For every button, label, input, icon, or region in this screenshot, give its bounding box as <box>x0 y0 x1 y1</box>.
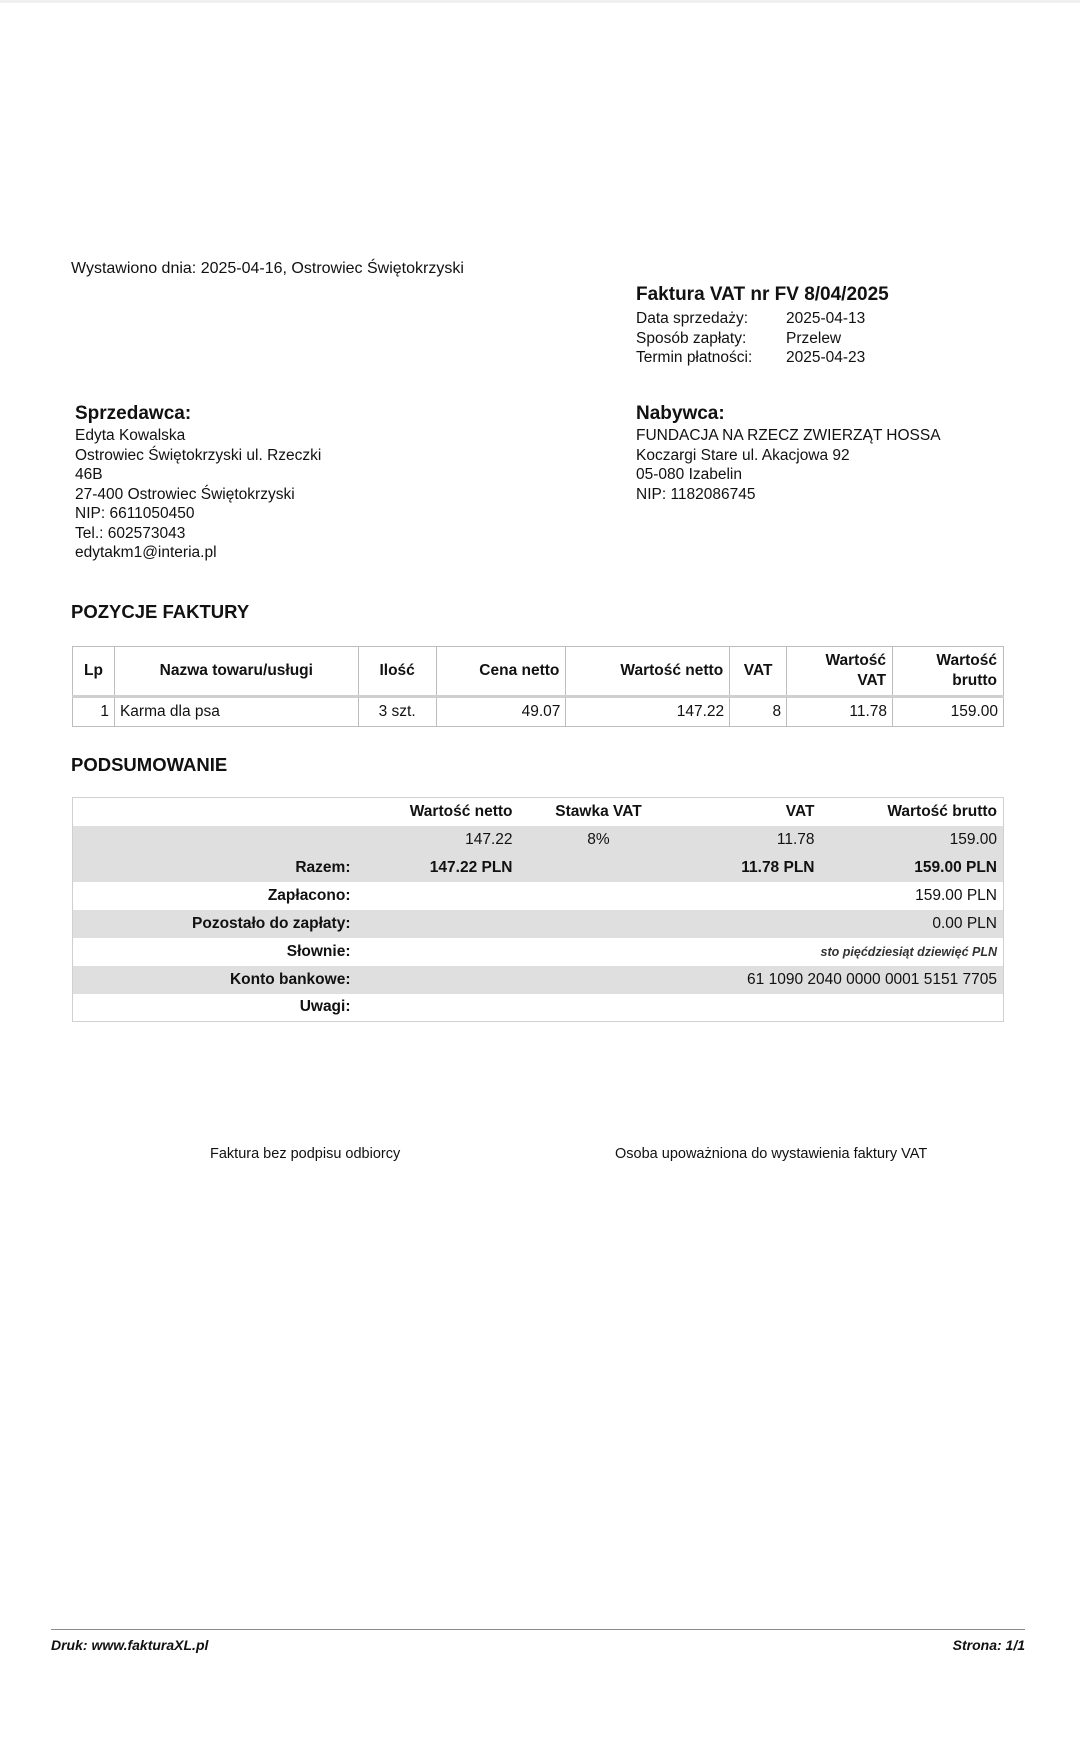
seller-email: edytakm1@interia.pl <box>75 544 217 561</box>
cell-qty: 3 szt. <box>358 697 436 727</box>
seller-address-number: 46B <box>75 466 103 483</box>
cell-gross-value: 159.00 <box>893 697 1004 727</box>
buyer-heading: Nabywca: <box>636 403 725 424</box>
seller-phone: Tel.: 602573043 <box>75 524 186 542</box>
summary-bank-value: 61 1090 2040 0000 0001 5151 7705 <box>363 966 1004 994</box>
summary-words-row <box>73 938 1004 966</box>
header-name: Nazwa towaru/usługi <box>114 647 358 697</box>
header-text: Wartość <box>825 652 887 669</box>
header-text: Wartość <box>936 652 997 669</box>
header-net-price: Cena netto <box>436 647 566 697</box>
meta-value: 2025-04-23 <box>786 349 866 366</box>
summary-header-vat: VAT <box>785 802 815 820</box>
summary-section-title: PODSUMOWANIE <box>71 754 228 775</box>
header-lp: Lp <box>73 647 115 697</box>
invoice-header <box>636 284 889 368</box>
summary-paid-row <box>73 882 1004 910</box>
summary-rate-vat: 11.78 <box>679 826 821 854</box>
summary-rate-row <box>73 826 1004 854</box>
summary-bank-label: Konto bankowe: <box>73 966 363 994</box>
cell-name: Karma dla psa <box>114 697 358 727</box>
summary-notes-row <box>73 994 1004 1022</box>
summary-rate-rate: 8% <box>519 826 679 854</box>
summary-words-label: Słownie: <box>286 942 351 960</box>
meta-value: Przelew <box>786 329 842 347</box>
seller-heading: Sprzedawca: <box>75 403 192 424</box>
header-vat: VAT <box>730 647 787 697</box>
signature-recipient: Faktura bez podpisu odbiorcy <box>210 1146 401 1162</box>
summary-header-blank <box>73 798 363 826</box>
seller-block <box>75 402 365 563</box>
seller-postal-city: 27-400 Ostrowiec Świętokrzyski <box>75 485 295 503</box>
summary-remaining-value: 0.00 PLN <box>363 910 1004 938</box>
summary-total-netto: 147.22 PLN <box>363 854 519 882</box>
items-table <box>72 646 1004 727</box>
summary-paid-label: Zapłacono: <box>267 886 351 904</box>
meta-label: Sposób zapłaty: <box>636 329 747 347</box>
summary-words-value: sto pięćdziesiąt dziewięć PLN <box>820 944 997 959</box>
summary-rate-label <box>73 826 363 854</box>
cell-net-price: 49.07 <box>436 697 566 727</box>
summary-total-rate <box>519 854 679 882</box>
header-gross-value <box>893 647 1004 697</box>
summary-header-rate: Stawka VAT <box>555 802 642 820</box>
meta-sale-date <box>636 309 889 329</box>
meta-payment-due <box>636 348 889 368</box>
table-row <box>73 697 1004 727</box>
summary-remaining-row <box>73 910 1004 938</box>
summary-notes-value <box>363 994 1004 1022</box>
seller-name: Edyta Kowalska <box>75 427 186 444</box>
summary-header-row <box>73 798 1004 826</box>
meta-value: 2025-04-13 <box>786 310 866 327</box>
summary-total-row <box>73 854 1004 882</box>
buyer-postal-city: 05-080 Izabelin <box>636 466 742 483</box>
summary-total-brutto: 159.00 PLN <box>821 854 1004 882</box>
items-section-title: POZYCJE FAKTURY <box>71 601 250 622</box>
summary-rate-netto: 147.22 <box>363 826 519 854</box>
buyer-block <box>636 402 1016 504</box>
footer-page-number: Strona: 1/1 <box>952 1637 1025 1653</box>
cell-lp: 1 <box>73 697 115 727</box>
signature-issuer: Osoba upoważniona do wystawienia faktury VAT <box>615 1146 928 1162</box>
summary-rate-brutto: 159.00 <box>821 826 1004 854</box>
meta-label: Termin płatności: <box>636 349 753 366</box>
header-vat-value <box>787 647 893 697</box>
meta-label: Data sprzedaży: <box>636 310 748 327</box>
cell-vat-value: 11.78 <box>787 697 893 727</box>
summary-table <box>72 797 1004 1022</box>
page-top-edge <box>0 0 1080 3</box>
header-qty: Ilość <box>358 647 436 697</box>
footer-print-source: Druk: www.fakturaXL.pl <box>51 1637 209 1653</box>
summary-paid-value: 159.00 PLN <box>915 886 997 904</box>
invoice-title: Faktura VAT nr FV 8/04/2025 <box>636 284 889 305</box>
header-text: VAT <box>857 672 887 689</box>
seller-address: Ostrowiec Świętokrzyski ul. Rzeczki <box>75 446 322 464</box>
meta-payment-method <box>636 329 889 349</box>
summary-header-netto: Wartość netto <box>409 802 513 820</box>
cell-vat: 8 <box>730 697 787 727</box>
summary-remaining-label: Pozostało do zapłaty: <box>73 910 363 938</box>
summary-bank-row <box>73 966 1004 994</box>
buyer-name: FUNDACJA NA RZECZ ZWIERZĄT HOSSA <box>636 427 941 444</box>
header-net-value: Wartość netto <box>566 647 730 697</box>
summary-header-brutto: Wartość brutto <box>887 802 997 820</box>
footer-divider <box>51 1629 1025 1630</box>
summary-total-vat: 11.78 PLN <box>679 854 821 882</box>
buyer-nip: NIP: 1182086745 <box>636 485 756 503</box>
items-header-row <box>73 647 1004 697</box>
summary-total-label: Razem: <box>73 854 363 882</box>
issue-date-place: Wystawiono dnia: 2025-04-16, Ostrowiec Świętokrzyski <box>71 260 464 277</box>
summary-notes-label: Uwagi: <box>299 998 351 1016</box>
seller-nip: NIP: 6611050450 <box>75 505 195 522</box>
header-text: brutto <box>952 672 997 689</box>
buyer-address: Koczargi Stare ul. Akacjowa 92 <box>636 446 850 464</box>
cell-net-value: 147.22 <box>566 697 730 727</box>
